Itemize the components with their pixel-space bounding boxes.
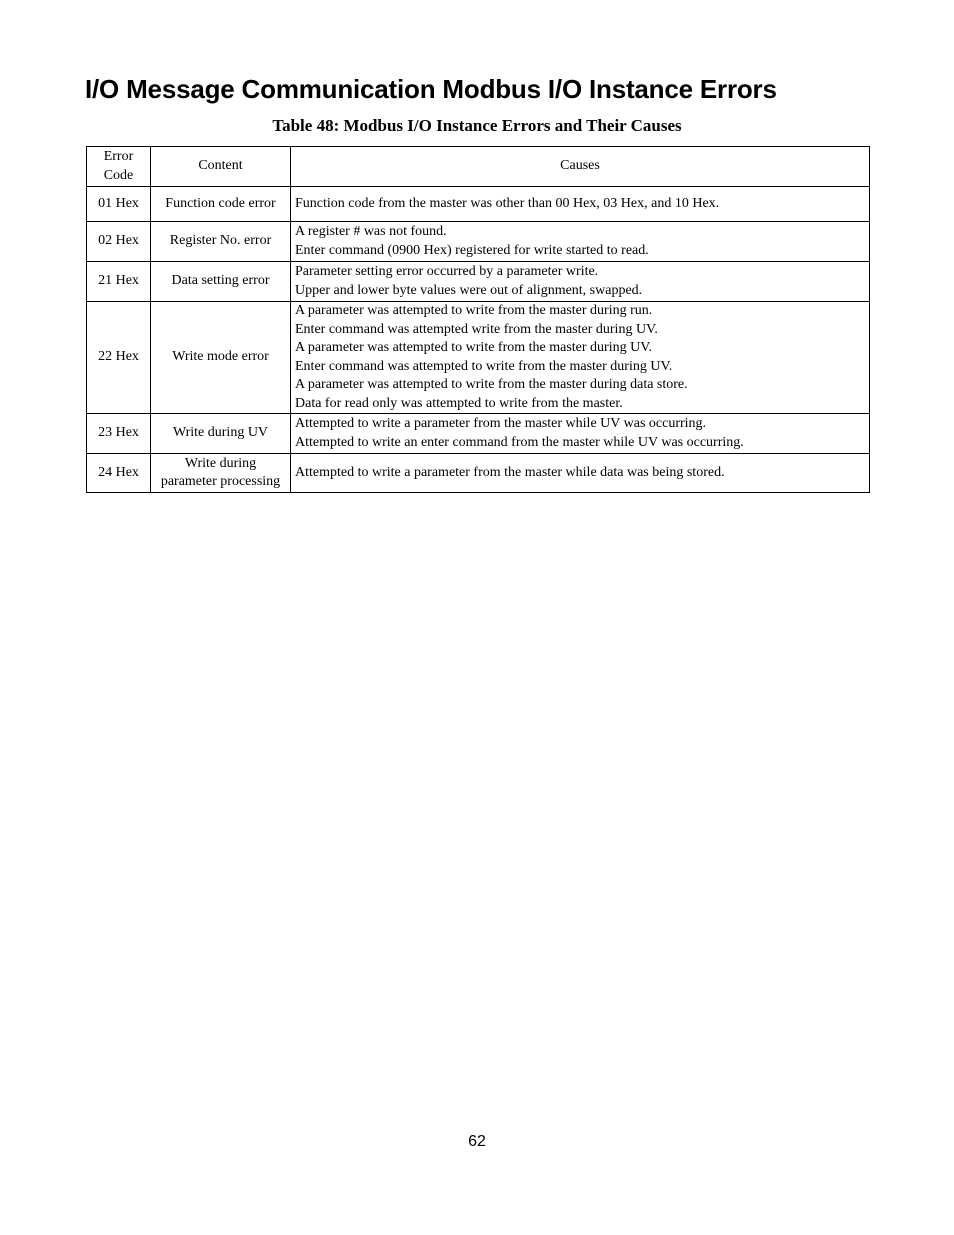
table-row (87, 302, 870, 414)
table-caption: Table 48: Modbus I/O Instance Errors and Their Causes (272, 116, 682, 135)
table-header-row (87, 147, 870, 187)
error-code-cell: 23 Hex (87, 414, 151, 454)
cause-line: Enter command was attempted write from the master during UV. (295, 321, 658, 337)
error-code-cell: 24 Hex (87, 454, 151, 493)
header-error-code-line2: Code (103, 167, 134, 183)
header-error-code-line1: Error (103, 149, 134, 164)
errors-table (86, 146, 870, 493)
content-cell: Register No. error (151, 222, 291, 262)
cause-line: A parameter was attempted to write from the master during run. (295, 303, 653, 318)
causes-cell (291, 222, 870, 262)
content-cell: Write mode error (151, 302, 291, 414)
causes-cell (291, 454, 870, 493)
causes-cell (291, 414, 870, 454)
cause-line: A register # was not found. (295, 224, 447, 239)
table-row (87, 222, 870, 262)
content-cell: Function code error (151, 187, 291, 222)
causes-cell (291, 187, 870, 222)
cause-line: Attempted to write a parameter from the master while data was being stored. (295, 464, 725, 480)
cause-line: Enter command (0900 Hex) registered for write started to read. (295, 242, 649, 258)
error-code-cell: 02 Hex (87, 222, 151, 262)
header-error-code (87, 147, 151, 187)
cause-line: Upper and lower byte values were out of alignment, swapped. (295, 282, 643, 298)
causes-cell (291, 302, 870, 414)
cause-line: Function code from the master was other than 00 Hex, 03 Hex, and 10 Hex. (295, 195, 720, 211)
content-line: parameter processing (160, 474, 281, 489)
table-row (87, 187, 870, 222)
cause-line: A parameter was attempted to write from the master during data store. (295, 377, 688, 392)
error-code-cell: 21 Hex (87, 262, 151, 302)
error-code-cell: 22 Hex (87, 302, 151, 414)
header-content: Content (151, 147, 291, 187)
cause-line: Data for read only was attempted to write from the master. (295, 395, 623, 411)
header-causes: Causes (291, 147, 870, 187)
error-code-cell: 01 Hex (87, 187, 151, 222)
table-row (87, 414, 870, 454)
page-number: 62 (468, 1133, 486, 1150)
cause-line: Parameter setting error occurred by a parameter write. (295, 264, 599, 279)
content-cell (151, 454, 291, 493)
causes-cell (291, 262, 870, 302)
content-cell: Data setting error (151, 262, 291, 302)
content-cell: Write during UV (151, 414, 291, 454)
cause-line: Attempted to write a parameter from the master while UV was occurring. (295, 416, 707, 431)
content-line: Write during (184, 455, 257, 471)
cause-line: A parameter was attempted to write from the master during UV. (295, 340, 653, 355)
table-row (87, 454, 870, 493)
table-row (87, 262, 870, 302)
cause-line: Enter command was attempted to write from the master during UV. (295, 358, 673, 374)
cause-line: Attempted to write an enter command from the master while UV was occurring. (295, 434, 744, 450)
page-heading: I/O Message Communication Modbus I/O Instance Errors (85, 74, 777, 104)
